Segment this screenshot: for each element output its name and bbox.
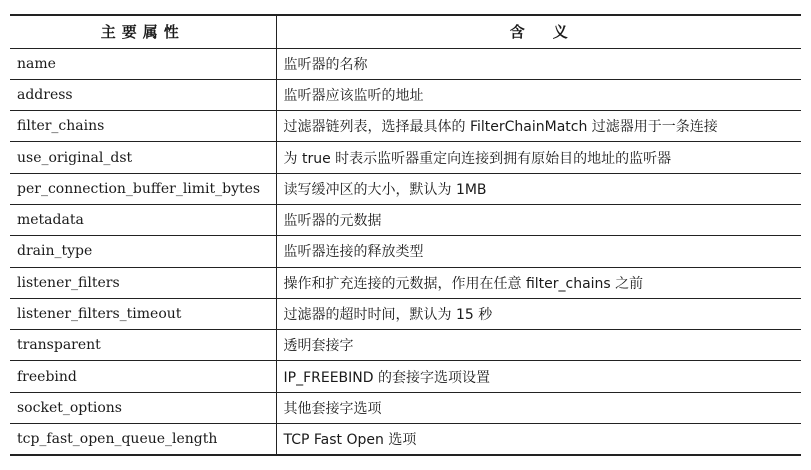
table-row: [10, 361, 801, 392]
meaning-cell: IP_FREEBIND 的套接字选项设置: [276, 361, 801, 392]
meaning-cell: 过滤器的超时时间，默认为 15 秒: [276, 298, 801, 329]
header-row: [10, 15, 801, 48]
table-row: [10, 142, 801, 173]
meaning-cell: 读写缓冲区的大小，默认为 1MB: [276, 173, 801, 204]
table-row: [10, 111, 801, 142]
attribute-cell: filter_chains: [10, 111, 276, 142]
attribute-cell: metadata: [10, 204, 276, 235]
meaning-cell: 操作和扩充连接的元数据，作用在任意 filter_chains 之前: [276, 267, 801, 298]
table-row: [10, 424, 801, 455]
table-body: [10, 48, 801, 455]
table-row: [10, 298, 801, 329]
attribute-cell: use_original_dst: [10, 142, 276, 173]
attribute-cell: listener_filters_timeout: [10, 298, 276, 329]
meaning-cell: 监听器的元数据: [276, 204, 801, 235]
table-row: [10, 48, 801, 79]
table-row: [10, 236, 801, 267]
attribute-cell: drain_type: [10, 236, 276, 267]
table-row: [10, 392, 801, 423]
meaning-cell: 透明套接字: [276, 330, 801, 361]
meaning-cell: 为 true 时表示监听器重定向连接到拥有原始目的地址的监听器: [276, 142, 801, 173]
table-row: [10, 173, 801, 204]
meaning-cell: 监听器连接的释放类型: [276, 236, 801, 267]
meaning-cell: 监听器应该监听的地址: [276, 79, 801, 110]
attribute-cell: tcp_fast_open_queue_length: [10, 424, 276, 455]
header-attribute: 主要属性: [10, 15, 276, 48]
attribute-cell: freebind: [10, 361, 276, 392]
table-row: [10, 204, 801, 235]
header-meaning: 含义: [276, 15, 801, 48]
table-container: [10, 14, 801, 456]
table-row: [10, 267, 801, 298]
listener-attributes-table: [10, 14, 801, 456]
attribute-cell: address: [10, 79, 276, 110]
meaning-cell: TCP Fast Open 选项: [276, 424, 801, 455]
attribute-cell: transparent: [10, 330, 276, 361]
meaning-cell: 过滤器链列表，选择最具体的 FilterChainMatch 过滤器用于一条连接: [276, 111, 801, 142]
table-row: [10, 79, 801, 110]
table-row: [10, 330, 801, 361]
meaning-cell: 其他套接字选项: [276, 392, 801, 423]
meaning-cell: 监听器的名称: [276, 48, 801, 79]
attribute-cell: listener_filters: [10, 267, 276, 298]
attribute-cell: name: [10, 48, 276, 79]
table-header: [10, 15, 801, 48]
attribute-cell: socket_options: [10, 392, 276, 423]
attribute-cell: per_connection_buffer_limit_bytes: [10, 173, 276, 204]
